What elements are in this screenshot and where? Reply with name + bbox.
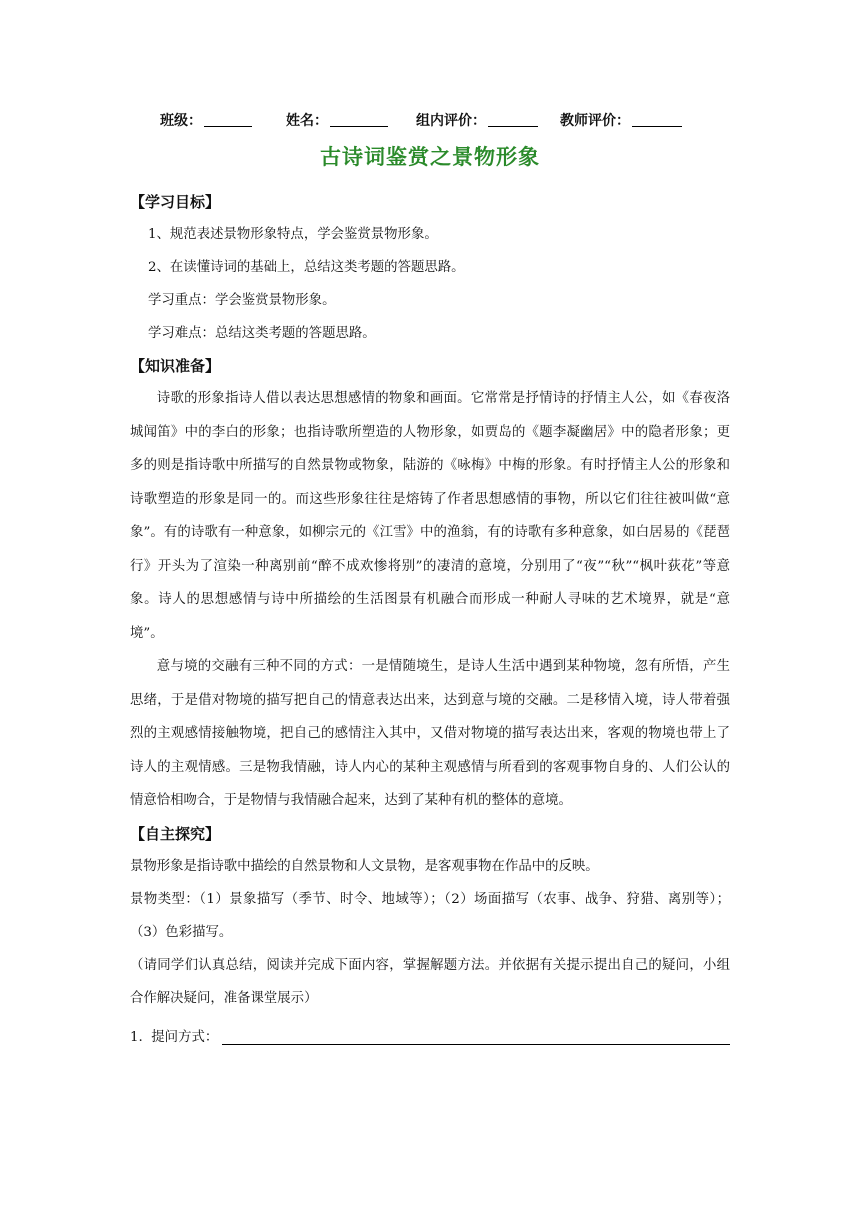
teacher-eval-label: 教师评价： xyxy=(560,113,630,129)
inquiry-types: 景物类型：（1）景象描写（季节、时令、地域等）；（2）场面描写（农事、战争、狩猎、离别等）；（3）色彩描写。 xyxy=(130,891,730,940)
objectives-heading: 【学习目标】 xyxy=(130,193,221,211)
name-blank[interactable] xyxy=(330,112,388,127)
objective-item-2: 2、在读懂诗词的基础上，总结这类考题的答题思路。 xyxy=(148,260,465,275)
inquiry-heading: 【自主探究】 xyxy=(130,824,221,843)
knowledge-paragraph-2: 意与境的交融有三种不同的方式：一是情随境生，是诗人生活中遇到某种物境，忽有所悟，产生思绪，于是借对物境的描写把自己的情意表达出来，达到意与境的交融。二是移情入境，诗人带着强烈的主观感情接触物境，把自己的感情注入其中，又借对物境的描写表达出来，客观的物境也带上了诗人的主观情感。三是物我情融，诗人内心的某种主观感情与所看到的客观事物自身的、人们公认的情意恰相吻合，于是物情与我情融合起来，达到了某种有机的整体的意境。 xyxy=(130,659,730,808)
group-eval-field xyxy=(416,110,538,130)
inquiry-definition: 景物形象是指诗歌中描绘的自然景物和人文景物，是客观事物在作品中的反映。 xyxy=(130,858,599,874)
knowledge-paragraph-1: 诗歌的形象指诗人借以表达思想感情的物象和画面。它常常是抒情诗的抒情主人公，如《春夜洛城闻笛》中的李白的形象；也指诗歌所塑造的人物形象，如贾岛的《题李凝幽居》中的隐者形象；更多的则是指诗歌中所描写的自然景物或物象，陆游的《咏梅》中梅的形象。有时抒情主人公的形象和诗歌塑造的形象是同一的。而这些形象往往是熔铸了作者思想感情的事物，所以它们往往被叫做“意象”。有的诗歌有一种意象，如柳宗元的《江雪》中的渔翁，有的诗歌有多种意象，如白居易的《琵琶行》开头为了渲染一种离别前“醉不成欢惨将别”的凄清的意境，分别用了“夜”“秋”“枫叶荻花”等意象。诗人的思想感情与诗中所描绘的生活图景有机融合而形成一种耐人寻味的艺术境界，就是“意境”。 xyxy=(130,391,730,641)
content-body xyxy=(130,186,730,1045)
name-field xyxy=(286,110,388,130)
page-title: 古诗词鉴赏之景物形象 xyxy=(320,145,540,169)
group-eval-blank[interactable] xyxy=(488,112,538,127)
knowledge-heading: 【知识准备】 xyxy=(130,357,221,375)
student-info-header xyxy=(160,110,720,134)
teacher-eval-field xyxy=(560,110,682,130)
teacher-eval-blank[interactable] xyxy=(632,112,682,127)
class-field xyxy=(160,110,252,130)
inquiry-note: （请同学们认真总结，阅读并完成下面内容，掌握解题方法。并依据有关提示提出自己的疑问，小组合作解决疑问，准备课堂展示） xyxy=(130,957,730,1006)
name-label: 姓名： xyxy=(286,113,328,129)
group-eval-label: 组内评价： xyxy=(416,113,486,129)
question-1-answer-line[interactable] xyxy=(222,1024,730,1045)
key-point: 学习重点：学会鉴赏景物形象。 xyxy=(148,293,336,308)
objective-item-1: 1、规范表述景物形象特点，学会鉴赏景物形象。 xyxy=(148,227,438,242)
class-label: 班级： xyxy=(160,113,202,129)
class-blank[interactable] xyxy=(204,112,252,127)
question-1-label: 1. 提问方式： xyxy=(130,1029,219,1045)
question-1 xyxy=(130,1015,730,1045)
difficulty-point: 学习难点：总结这类考题的答题思路。 xyxy=(148,326,376,341)
